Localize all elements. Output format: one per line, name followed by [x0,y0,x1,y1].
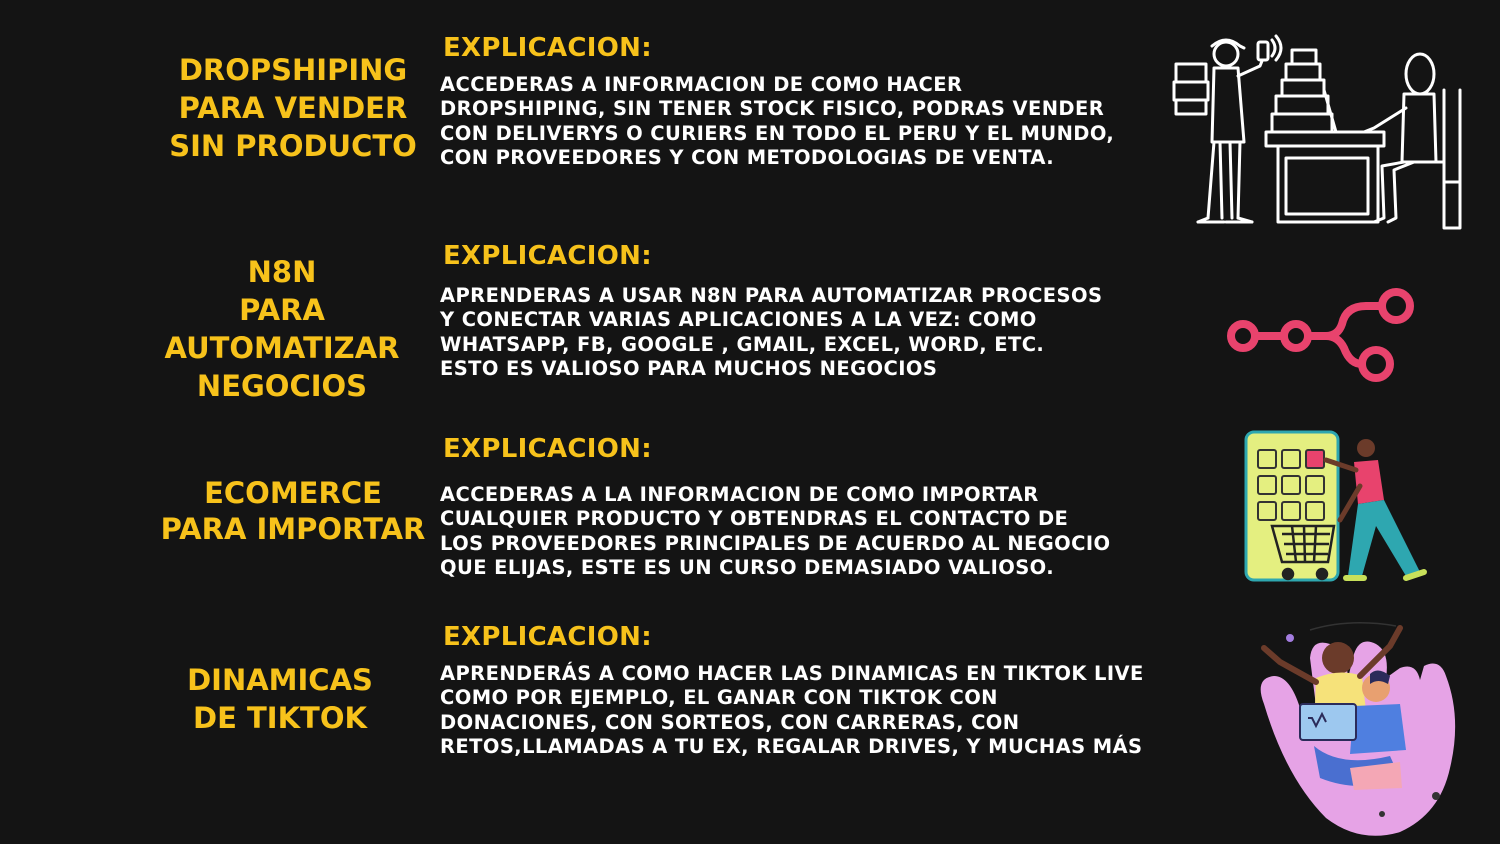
explanation-heading: EXPLICACION: [443,33,652,63]
course-title: N8N PARA AUTOMATIZAR NEGOCIOS [164,255,400,403]
course-description: APRENDERAS A USAR N8N PARA AUTOMATIZAR PROCESOS Y CONECTAR VARIAS APLICACIONES A LA VEZ: COMO WHATSAPP, FB, GOOGLE , GMAIL, EXCEL, WORD, ETC. ESTO ES VALIOSO PARA MUCHOS NEGOCIOS [440,284,1103,380]
people-in-hand-celebrating-illustration [1250,618,1468,840]
online-shopping-cart-illustration [1242,430,1428,592]
explanation-heading: EXPLICACION: [443,622,652,652]
explanation-heading: EXPLICACION: [443,241,652,271]
delivery-and-office-worker-illustration [1168,32,1468,234]
n8n-logo-icon [1226,284,1420,388]
course-title: ECOMERCE PARA IMPORTAR [160,476,426,546]
course-title: DINAMICAS DE TIKTOK [187,663,373,735]
course-description: ACCEDERAS A INFORMACION DE COMO HACER DROPSHIPING, SIN TENER STOCK FISICO, PODRAS VENDER CON DELIVERYS O CURIERS EN TODO EL PERU Y EL MUNDO, CON PROVEEDORES Y CON METODOLOGIAS DE VENTA. [440,73,1115,169]
course-title: DROPSHIPING PARA VENDER SIN PRODUCTO [169,53,417,163]
explanation-heading: EXPLICACION: [443,434,652,464]
course-description: APRENDERÁS A COMO HACER LAS DINAMICAS EN TIKTOK LIVE COMO POR EJEMPLO, EL GANAR CON TIKTOK CON DONACIONES, CON SORTEOS, CON CARRERAS, CON RETOS,LLAMADAS A TU EX, REGALAR DRIVES, Y MUCHAS MÁS [440,662,1144,758]
course-description: ACCEDERAS A LA INFORMACION DE COMO IMPORTAR CUALQUIER PRODUCTO Y OBTENDRAS EL CONTACTO DE LOS PROVEEDORES PRINCIPALES DE ACUERDO AL NEGOCIO QUE ELIJAS, ESTE ES UN CURSO DEMASIADO VALIOSO. [440,483,1111,579]
